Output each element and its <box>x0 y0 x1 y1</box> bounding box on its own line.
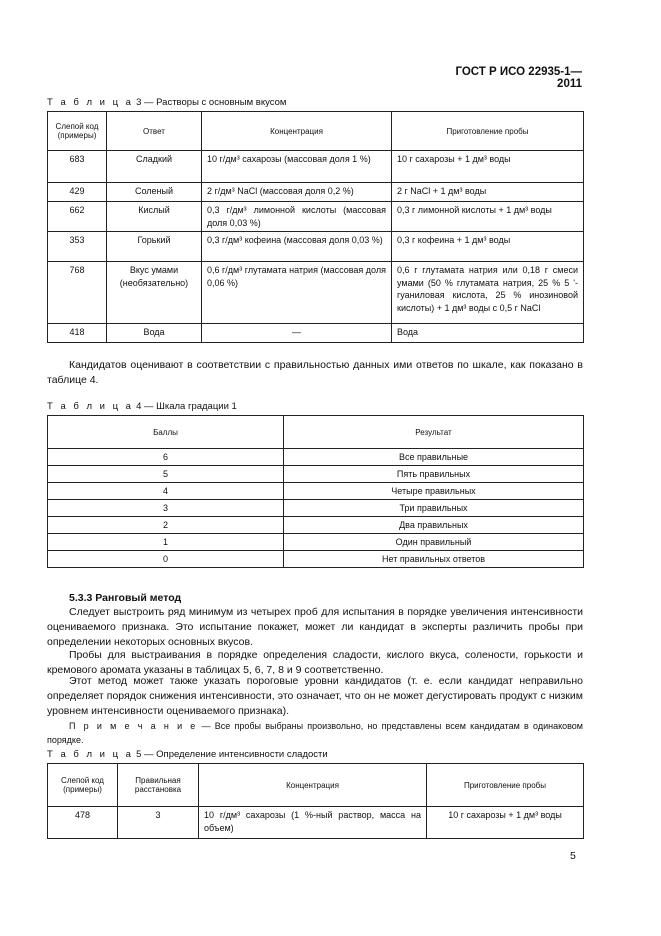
note <box>47 719 583 747</box>
table-row <box>48 500 584 517</box>
table-row <box>48 232 584 262</box>
cell-answer: Соленый <box>107 183 202 202</box>
cell-result: Нет правильных ответов <box>284 551 584 568</box>
cell-code: 662 <box>48 202 107 232</box>
cell-preparation: 0,6 г глутамата натрия или 0,18 г смеси умами (50 % глутамата натрия, 25 % 5 '-гуаниловая кислота, 25 % инозиновой кислоты) + 1 дм³ воды с 0,5 г NaCl <box>392 262 584 324</box>
table5-header-code: Слепой код (примеры) <box>48 764 118 807</box>
cell-answer: Вода <box>107 324 202 343</box>
paragraph-scale-intro: Кандидатов оценивают в соответствии с правильностью данных ими ответов по шкале, как показано в таблице 4. <box>47 359 583 386</box>
cell-concentration: 0,3 г/дм³ кофеина (массовая доля 0,03 %) <box>202 232 392 262</box>
cell-result: Два правильных <box>284 517 584 534</box>
section-paragraph-1: Следует выстроить ряд минимум из четырех проб для испытания в порядке увеличения интенсивности оцениваемого признака. Это испытание покажет, может ли кандидат в эксперты различить пробы при определении некоторых основных вкусов. <box>47 606 583 648</box>
table-row <box>48 262 584 324</box>
cell-answer: Горький <box>107 232 202 262</box>
table3-caption <box>47 97 286 108</box>
cell-concentration: 2 г/дм³ NaCl (массовая доля 0,2 %) <box>202 183 392 202</box>
table-row <box>48 449 584 466</box>
cell-score: 4 <box>48 483 284 500</box>
table-row <box>48 324 584 343</box>
table-row <box>48 517 584 534</box>
cell-code: 768 <box>48 262 107 324</box>
table4-header-row <box>48 416 584 449</box>
cell-answer: Сладкий <box>107 151 202 183</box>
cell-code: 429 <box>48 183 107 202</box>
cell-preparation: Вода <box>392 324 584 343</box>
table5-caption <box>47 749 328 760</box>
cell-answer: Кислый <box>107 202 202 232</box>
cell-code: 418 <box>48 324 107 343</box>
table4-header-score: Баллы <box>48 416 284 449</box>
table3-header-code: Слепой код (примеры) <box>48 112 107 151</box>
cell-order: 3 <box>118 807 199 839</box>
cell-score: 6 <box>48 449 284 466</box>
cell-code: 478 <box>48 807 118 839</box>
table3-header-answer: Ответ <box>107 112 202 151</box>
cell-code: 353 <box>48 232 107 262</box>
table-row <box>48 466 584 483</box>
table3-header-preparation: Приготовление пробы <box>392 112 584 151</box>
cell-preparation: 10 г сахарозы + 1 дм³ воды <box>392 151 584 183</box>
table-4 <box>47 415 584 568</box>
cell-score: 5 <box>48 466 284 483</box>
cell-result: Пять правильных <box>284 466 584 483</box>
table4-caption <box>47 401 237 412</box>
table3-caption-text: 3 — Растворы с основным вкусом <box>136 97 287 108</box>
document-code-header: ГОСТ Р ИСО 22935-1—2011 <box>455 66 582 90</box>
cell-result: Четыре правильных <box>284 483 584 500</box>
cell-concentration: 10 г/дм³ сахарозы (массовая доля 1 %) <box>202 151 392 183</box>
table-3 <box>47 111 584 343</box>
cell-code: 683 <box>48 151 107 183</box>
cell-answer: Вкус умами (необязательно) <box>107 262 202 324</box>
section-heading: 5.3.3 Ранговый метод <box>69 592 182 604</box>
table3-header-row <box>48 112 584 151</box>
table-row <box>48 551 584 568</box>
section-paragraph-3: Этот метод может также указать пороговые уровни кандидатов (т. е. если кандидат неправильно определяет порядок снижения интенсивности, это означает, что он не может дегустировать продукт с низким уровнем интенсивности оцениваемого признака). <box>47 675 583 717</box>
section-paragraph-2: Пробы для выстраивания в порядке определения сладости, кислого вкуса, солености, горькости и кремового аромата указаны в таблицах 5, 6, 7, 8 и 9 соответственно. <box>47 649 583 676</box>
cell-result: Один правильный <box>284 534 584 551</box>
table-row <box>48 807 584 839</box>
table5-header-row <box>48 764 584 807</box>
cell-concentration: — <box>202 324 392 343</box>
table5-header-concentration: Концентрация <box>199 764 427 807</box>
cell-result: Все правильные <box>284 449 584 466</box>
cell-preparation: 0,3 г кофеина + 1 дм³ воды <box>392 232 584 262</box>
cell-concentration: 10 г/дм³ сахарозы (1 %-ный раствор, масса на объем) <box>199 807 427 839</box>
cell-score: 2 <box>48 517 284 534</box>
cell-preparation: 10 г сахарозы + 1 дм³ воды <box>427 807 584 839</box>
table4-caption-prefix: Т а б л и ц а <box>47 401 134 412</box>
table-5 <box>47 763 584 839</box>
cell-preparation: 0,3 г лимонной кислоты + 1 дм³ воды <box>392 202 584 232</box>
table-row <box>48 183 584 202</box>
table3-caption-prefix: Т а б л и ц а <box>47 97 134 108</box>
cell-concentration: 0,6 г/дм³ глутамата натрия (массовая доля 0,06 %) <box>202 262 392 324</box>
page-number: 5 <box>570 850 576 862</box>
table4-header-result: Результат <box>284 416 584 449</box>
table5-header-preparation: Приготовление пробы <box>427 764 584 807</box>
table5-header-order: Правильная расстановка <box>118 764 199 807</box>
table5-caption-text: 5 — Определение интенсивности сладости <box>136 749 328 760</box>
table-row <box>48 483 584 500</box>
cell-score: 1 <box>48 534 284 551</box>
note-prefix: П р и м е ч а н и е <box>69 721 198 731</box>
cell-score: 0 <box>48 551 284 568</box>
cell-result: Три правильных <box>284 500 584 517</box>
table5-caption-prefix: Т а б л и ц а <box>47 749 134 760</box>
table4-caption-text: 4 — Шкала градации 1 <box>136 401 237 412</box>
cell-preparation: 2 г NaCl + 1 дм³ воды <box>392 183 584 202</box>
table-row <box>48 151 584 183</box>
cell-concentration: 0,3 г/дм³ лимонной кислоты (массовая доля 0,03 %) <box>202 202 392 232</box>
table3-header-concentration: Концентрация <box>202 112 392 151</box>
note-text: — Все пробы выбраны произвольно, но представлены всем кандидатам в одинаковом порядке. <box>47 721 583 745</box>
cell-score: 3 <box>48 500 284 517</box>
table-row <box>48 534 584 551</box>
table-row <box>48 202 584 232</box>
